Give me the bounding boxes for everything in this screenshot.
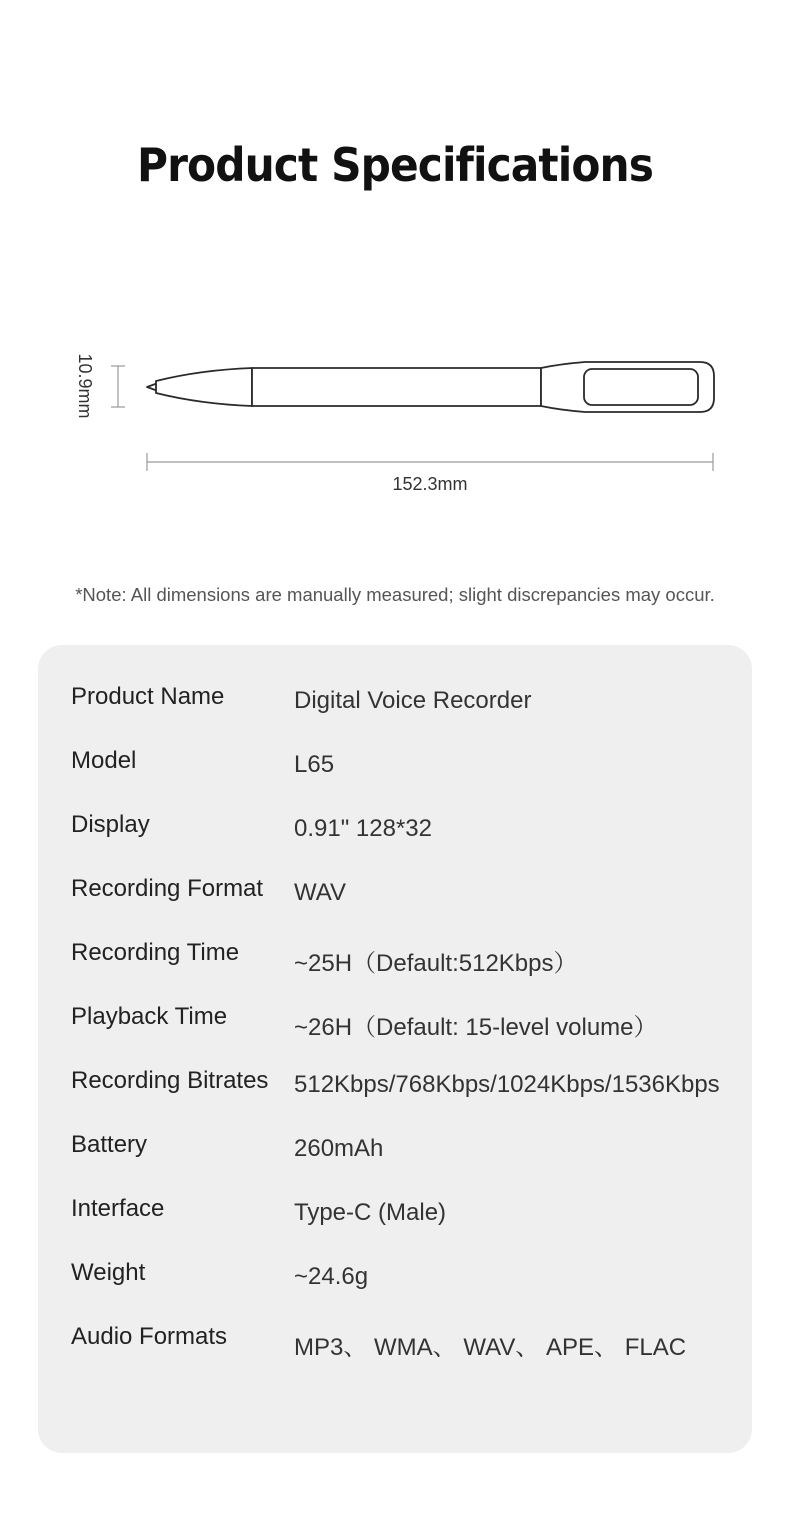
spec-label: Audio Formats [71,1323,228,1350]
spec-row-weight [38,1259,752,1299]
spec-value: MP3、 WMA、 WAV、 APE、 FLAC [294,1334,687,1361]
diameter-dimension-marker [111,366,125,407]
spec-row-recording-bitrates [38,1067,752,1107]
spec-row-playback-time [38,1003,752,1043]
length-label: 152.3mm [392,474,468,494]
spec-label: Interface [71,1195,165,1222]
spec-value: Digital Voice Recorder [294,687,532,714]
spec-row-interface [38,1195,752,1235]
spec-value: ~26H（Default: 15-level volume） [294,1014,658,1041]
spec-label: Playback Time [71,1003,228,1030]
length-dimension-marker [147,453,713,471]
pen-outline [147,362,714,412]
spec-label: Recording Format [71,875,264,902]
spec-row-model [38,747,752,787]
spec-label: Weight [71,1259,146,1286]
spec-value: ~25H（Default:512Kbps） [294,950,578,977]
spec-value: Type-C (Male) [294,1199,447,1226]
spec-value: 260mAh [294,1135,384,1162]
spec-row-audio-formats [38,1323,752,1363]
diameter-label: 10.9mm [75,353,95,419]
measurement-note: *Note: All dimensions are manually measured; slight discrepancies may occur. [75,584,715,605]
spec-label: Recording Time [71,939,240,966]
spec-row-display [38,811,752,851]
spec-row-product-name [38,683,752,723]
spec-label: Model [71,747,137,774]
spec-label: Recording Bitrates [71,1067,269,1094]
spec-value: WAV [294,879,346,906]
page-title: Product Specifications [137,138,653,192]
spec-value: 0.91" 128*32 [294,815,432,842]
spec-row-recording-time [38,939,752,979]
spec-label: Battery [71,1131,148,1158]
spec-value: L65 [294,751,335,778]
spec-label: Display [71,811,150,838]
spec-label: Product Name [71,683,225,710]
spec-value: ~24.6g [294,1263,369,1290]
spec-value: 512Kbps/768Kbps/1024Kbps/1536Kbps [294,1071,720,1098]
spec-row-recording-format [38,875,752,915]
spec-table [38,645,752,1453]
spec-row-battery [38,1131,752,1171]
